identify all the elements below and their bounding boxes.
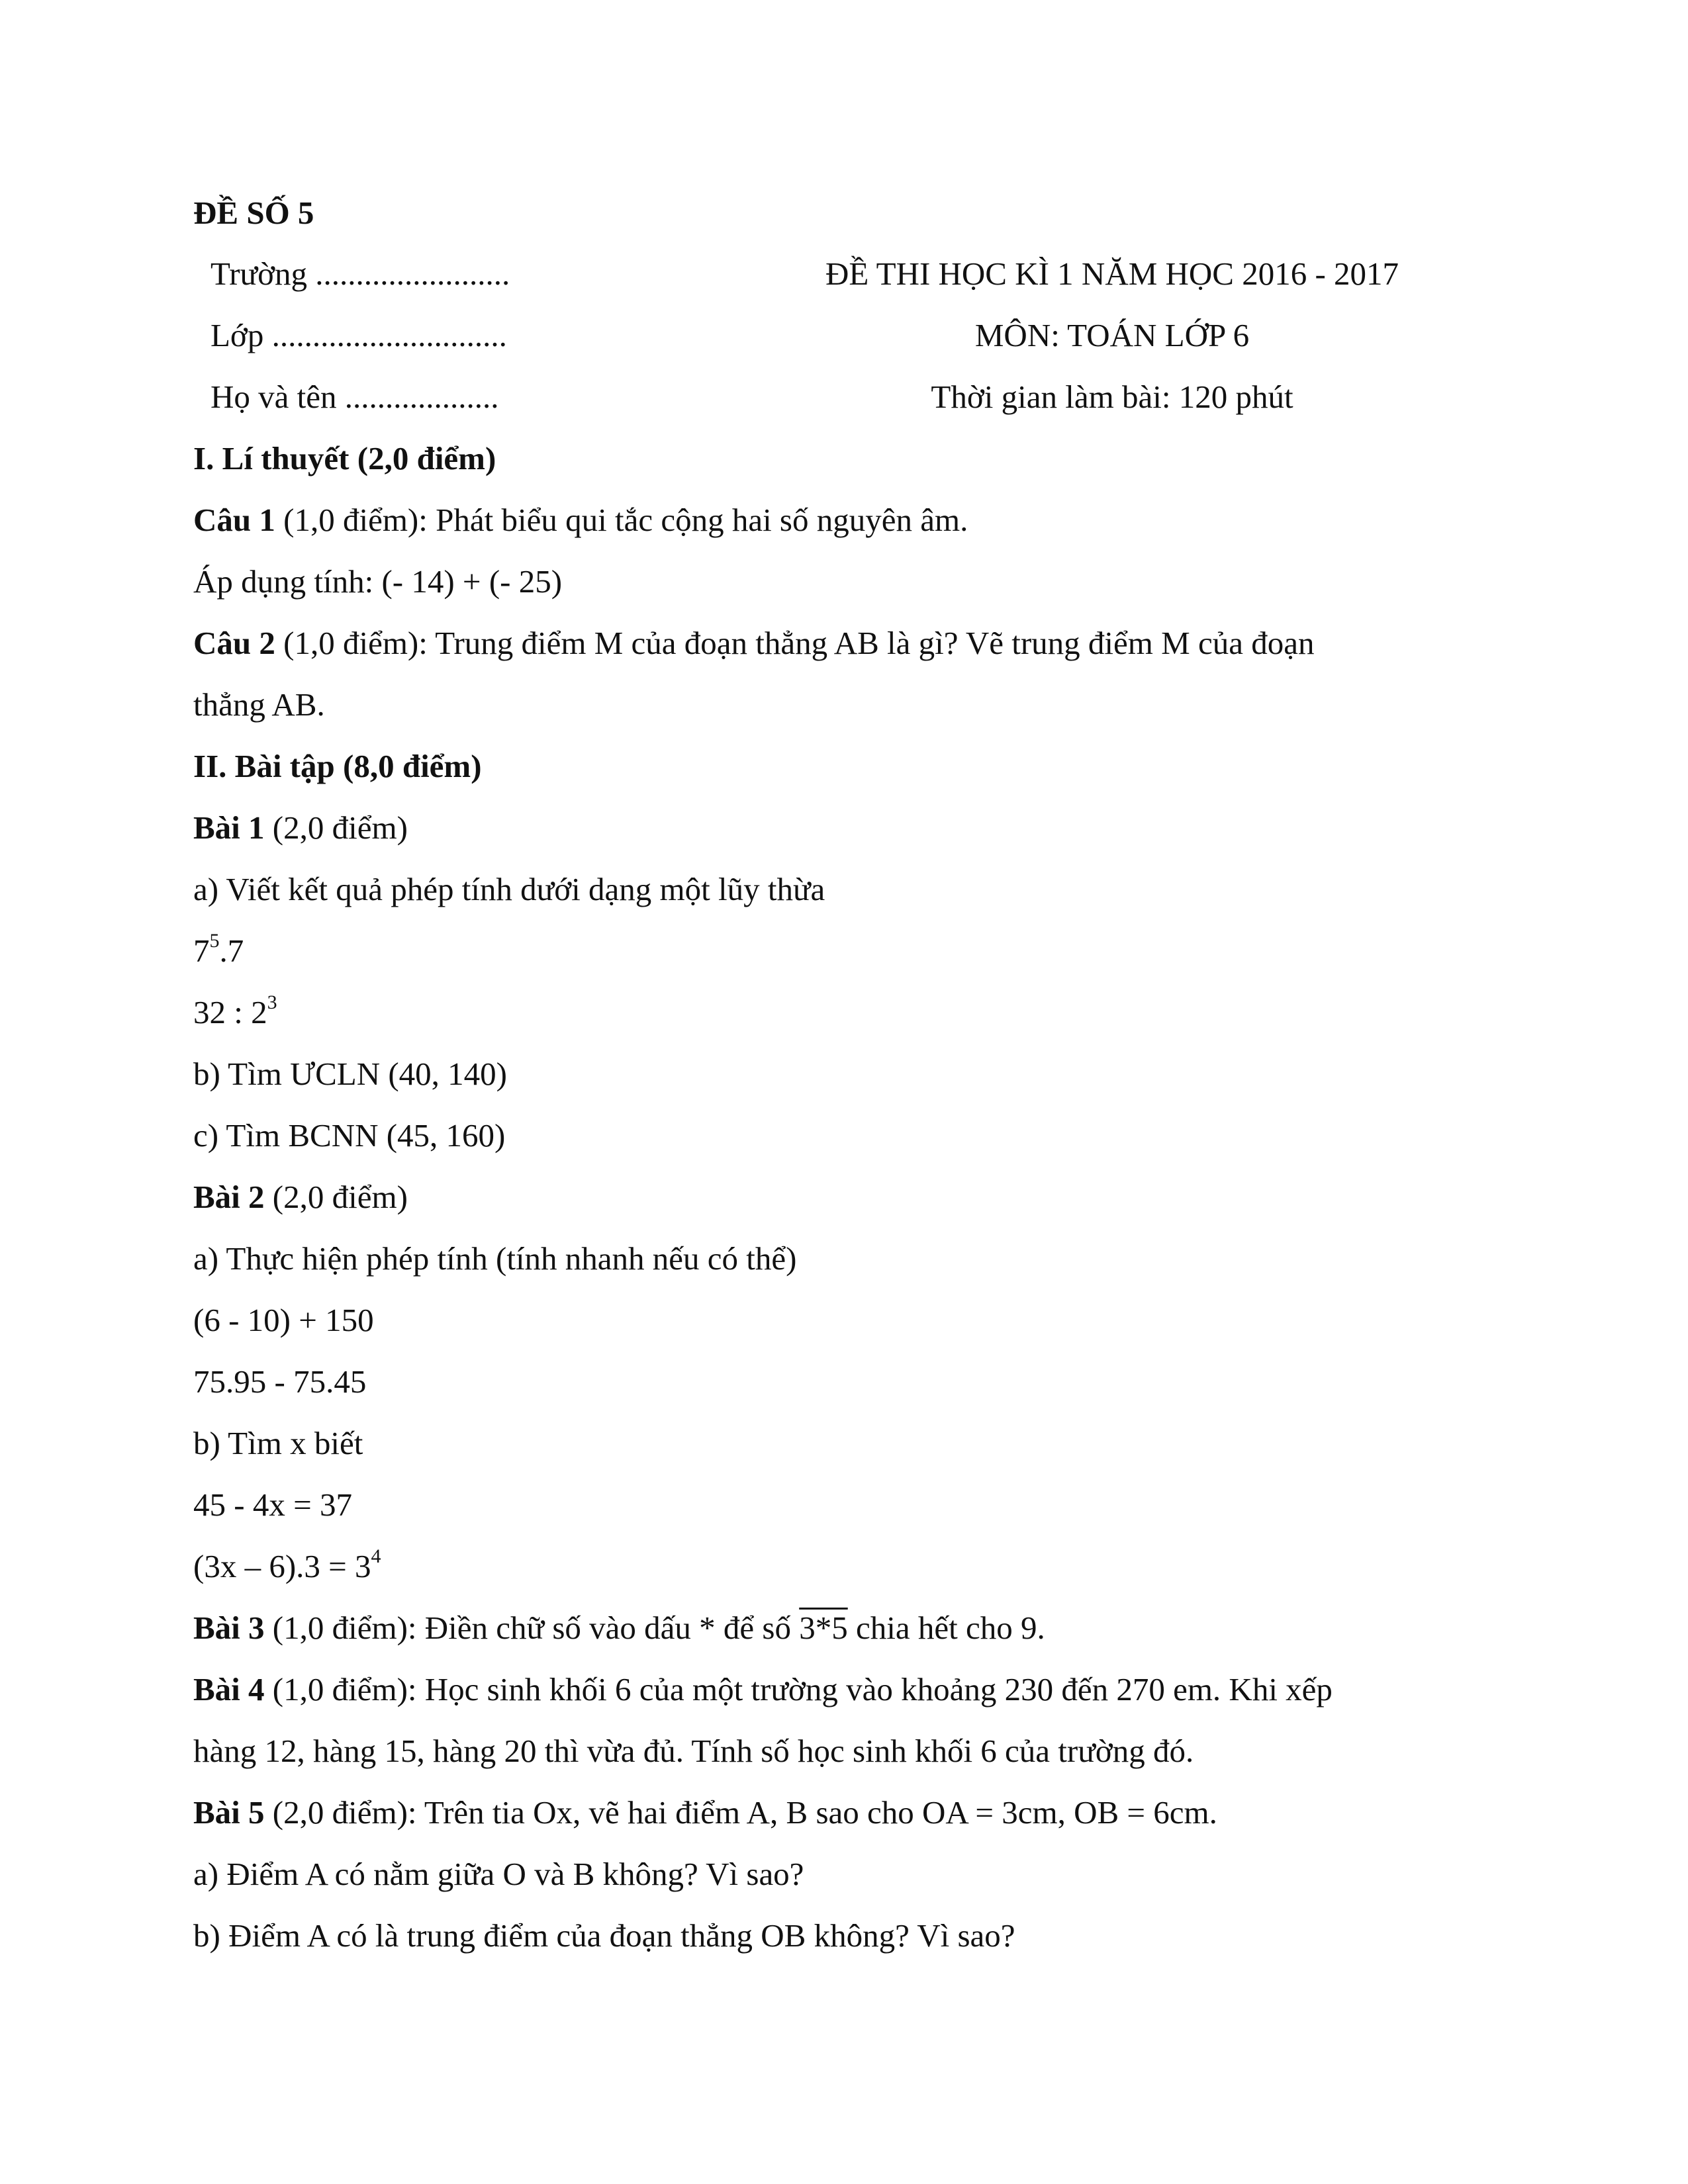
exercise-1: [193, 808, 408, 848]
exam-code: ĐỀ SỐ 5: [193, 195, 314, 231]
exercise-3-text: (1,0 điểm): Điền chữ số vào dấu * để số: [264, 1610, 800, 1646]
question-2: [193, 623, 1314, 663]
exercise-3: [193, 1608, 1045, 1648]
exercise-2-expr2: 75.95 - 75.45: [193, 1363, 367, 1400]
question-2-label: Câu 2: [193, 625, 275, 661]
expr4-exponent: 4: [371, 1545, 381, 1567]
question-2-text: (1,0 điểm): Trung điểm M của đoạn thẳng AB là gì? Vẽ trung điểm M của đoạn: [275, 625, 1315, 661]
part1-title: I. Lí thuyết (2,0 điểm): [193, 440, 496, 477]
exercise-5a: a) Điểm A có nằm giữa O và B không? Vì sao?: [193, 1856, 804, 1892]
exercise-1-label: Bài 1: [193, 809, 265, 846]
expr1-tail: .7: [219, 933, 244, 969]
exercise-5b: b) Điểm A có là trung điểm của đoạn thẳng OB không? Vì sao?: [193, 1917, 1015, 1954]
exercise-5-text: (2,0 điểm): Trên tia Ox, vẽ hai điểm A, B sao cho OA = 3cm, OB = 6cm.: [264, 1794, 1217, 1831]
expr4-base: (3x – 6).3 = 3: [193, 1548, 371, 1584]
exercise-5-label: Bài 5: [193, 1794, 265, 1831]
exercise-4: [193, 1670, 1333, 1709]
exercise-4-cont: hàng 12, hàng 15, hàng 20 thì vừa đủ. Tính số học sinh khối 6 của trường đó.: [193, 1733, 1194, 1769]
part2-title: II. Bài tập (8,0 điểm): [193, 748, 482, 784]
question-1-text: (1,0 điểm): Phát biểu qui tắc cộng hai số nguyên âm.: [275, 502, 968, 538]
exercise-2-expr3: 45 - 4x = 37: [193, 1486, 352, 1523]
exam-duration: Thời gian làm bài: 120 phút: [931, 379, 1293, 415]
exercise-2b: b) Tìm x biết: [193, 1425, 363, 1461]
school-field: Trường ........................: [211, 255, 510, 292]
exercise-1-points: (2,0 điểm): [264, 809, 408, 846]
question-1-apply: Áp dụng tính: (- 14) + (- 25): [193, 563, 563, 600]
exercise-2-expr4: [193, 1547, 381, 1586]
question-1: [193, 500, 968, 540]
overlined-number: 3*5: [799, 1610, 848, 1646]
exam-subject: MÔN: TOÁN LỚP 6: [974, 317, 1250, 353]
question-2-cont: thẳng AB.: [193, 686, 325, 723]
exam-title: ĐỀ THI HỌC KÌ 1 NĂM HỌC 2016 - 2017: [825, 255, 1399, 292]
exercise-2-label: Bài 2: [193, 1179, 265, 1215]
exercise-1-expr1: [193, 931, 244, 971]
class-field: Lớp .............................: [211, 317, 507, 353]
exercise-1a: a) Viết kết quả phép tính dưới dạng một lũy thừa: [193, 871, 825, 907]
exercise-1c: c) Tìm BCNN (45, 160): [193, 1117, 506, 1154]
expr2-exponent: 3: [267, 991, 277, 1013]
exercise-4-text: (1,0 điểm): Học sinh khối 6 của một trường vào khoảng 230 đến 270 em. Khi xếp: [264, 1671, 1333, 1707]
question-1-label: Câu 1: [193, 502, 275, 538]
exercise-1b: b) Tìm ƯCLN (40, 140): [193, 1056, 507, 1092]
exercise-2-points: (2,0 điểm): [264, 1179, 408, 1215]
exercise-5: [193, 1793, 1217, 1833]
exercise-2: [193, 1177, 408, 1217]
exercise-4-label: Bài 4: [193, 1671, 265, 1707]
expr1-base: 7: [193, 933, 210, 969]
exercise-3-text-after: chia hết cho 9.: [847, 1610, 1045, 1646]
exercise-3-label: Bài 3: [193, 1610, 265, 1646]
exercise-2-expr1: (6 - 10) + 150: [193, 1302, 374, 1338]
exercise-2a: a) Thực hiện phép tính (tính nhanh nếu có thể): [193, 1240, 797, 1277]
expr1-exponent: 5: [209, 930, 220, 952]
name-field: Họ và tên ...................: [211, 379, 499, 415]
exercise-1-expr2: [193, 993, 277, 1032]
expr2-base: 32 : 2: [193, 994, 267, 1030]
